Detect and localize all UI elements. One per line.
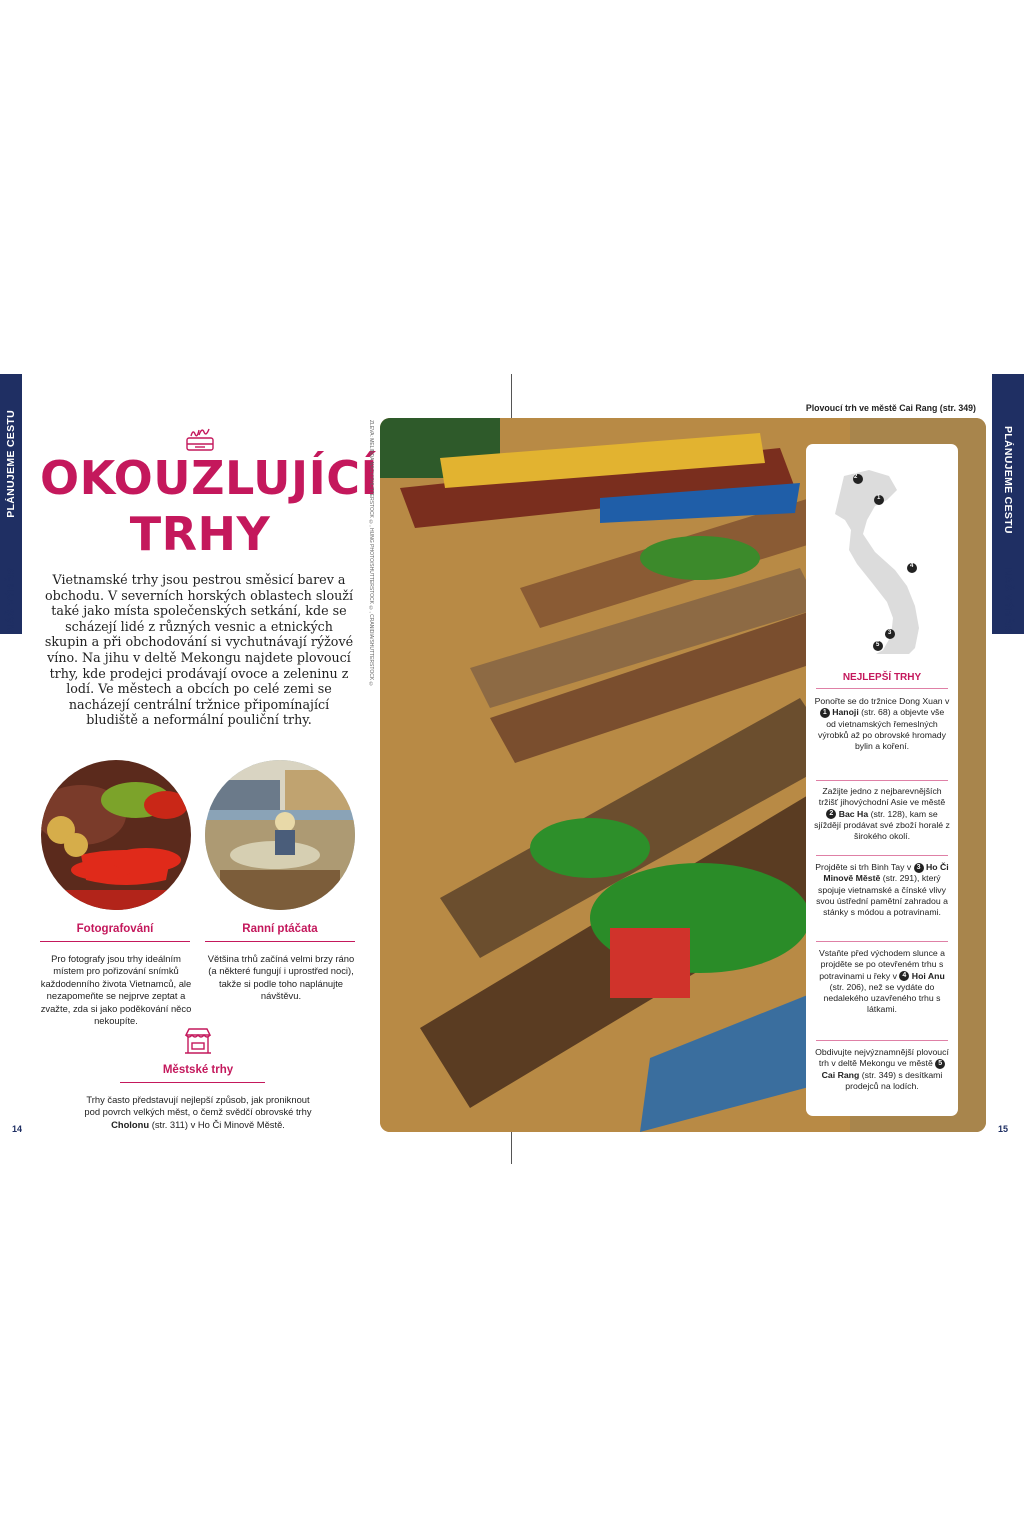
side-tab-section-left: PLÁNUJEME CESTU (5, 410, 17, 518)
cholon-link-text: Cholonu (111, 1118, 150, 1130)
market-item-1: Ponořte se do tržnice Dong Xuan v 1 Hanoji (str. 68) a objevte vše od vietnamských řemeslných výrobků až po obrovské hromady bylin a koření. (814, 696, 950, 752)
map-marker-2: 2 (854, 474, 858, 480)
market-stall-icon (183, 1026, 213, 1056)
page-number-left: 14 (12, 1124, 23, 1134)
chili-photo (41, 760, 191, 910)
side-tab-subsection-right: NÁŠ VÝBĚR (1002, 568, 1014, 632)
photography-heading: Fotografování (76, 923, 154, 935)
photography-text: Pro fotografy jsou trhy ideálním místem pro pořizování snímků každodenního života Vietnamců, ale nezapomeňte se nejprve zeptat a zvažte, zda si jako poděkování něco nekoupíte. (40, 953, 192, 1027)
side-tab-subsection-left: NÁŠ VÝBĚR (5, 568, 17, 632)
map-marker-5: 5 (876, 642, 880, 648)
vietnam-map-icon (834, 464, 930, 654)
city-markets-text: Trhy často představují nejlepší způsob, jak proniknout pod povrch velkých měst, o čemž svědčí obrovské trhy Cholonu (str. 311) v Ho Či Minově Městě. (84, 1094, 312, 1130)
best-markets-panel (806, 444, 958, 1116)
photo-credit: ZLEVA: MELINDA NAGY/SHUTTERSTOCK ©, HUNG PHOTO/SHUTTERSTOCK ©, CRANIDIA/SHUTTERSTOCK © (368, 420, 374, 688)
title-line-1: OKOUZLUJÍCÍ (40, 451, 379, 505)
market-item-2: Zažijte jedno z nejbarevnějších tržišť jihovýchodní Asie ve městě 2 Bac Ha (str. 128), kam se sjíždějí prodávat své zboží horalé z širokého okolí. (814, 786, 950, 842)
side-tab-section-right: PLÁNUJEME CESTU (1002, 426, 1014, 534)
photography-rule (40, 941, 190, 942)
city-markets-heading: Městské trhy (162, 1064, 234, 1076)
early-birds-rule (205, 941, 355, 942)
map-marker-4: 4 (910, 563, 914, 569)
intro-paragraph: Vietnamské trhy jsou pestrou směsicí barev a obchodu. V severních horských oblastech slouží také jako místa společenských setkání, kde se scházejí lidé z různých vesnic a etnických skupin a při obchodování si vychutnávají rýžové víno. Na jihu v deltě Mekongu najdete plovoucí trhy, kde prodejci prodávají ovoce a zeleninu z lodí. Ve městech a obcích po celé zemi se nacházejí centrální tržnice připomínající bludiště a neformální pouliční trhy. (44, 572, 354, 728)
market-item-5: Obdivujte nejvýznamnější plovoucí trh v deltě Mekongu ve městě 5 Cai Rang (str. 349) s desítkami prodejců na lodích. (815, 1047, 949, 1091)
market-item-4: Vstaňte před východem slunce a projděte se po otevřeném trhu s potravinami u řeky v 4 Hoi Anu (str. 206), než se vydáte do nedalekého uzavřeného trhu s látkami. (818, 948, 946, 1015)
map-marker-3: 3 (888, 630, 892, 636)
map-marker-1: 1 (877, 495, 881, 501)
city-markets-rule (120, 1082, 265, 1083)
title-line-2: TRHY (129, 507, 271, 561)
page-number-right: 15 (998, 1124, 1009, 1134)
page-title (40, 450, 379, 562)
early-birds-text: Většina trhů začíná velmi brzy ráno (a některé fungují i uprostřed noci), takže si podle toho naplánujte návštěvu. (207, 953, 355, 1002)
early-birds-heading: Ranní ptáčata (242, 923, 318, 935)
market-item-3: Projděte si trh Binh Tay v 3 Ho Či Minově Městě (str. 291), který spojuje vietnamské a čínské vlivy svou ústřední pamětní zahradou a stánky s módou a potravinami. (815, 862, 949, 918)
market-morning-photo (205, 760, 355, 910)
panel-heading: NEJLEPŠÍ TRHY (842, 672, 922, 683)
photo-caption: Plovoucí trh ve městě Cai Rang (str. 349) (805, 403, 976, 413)
